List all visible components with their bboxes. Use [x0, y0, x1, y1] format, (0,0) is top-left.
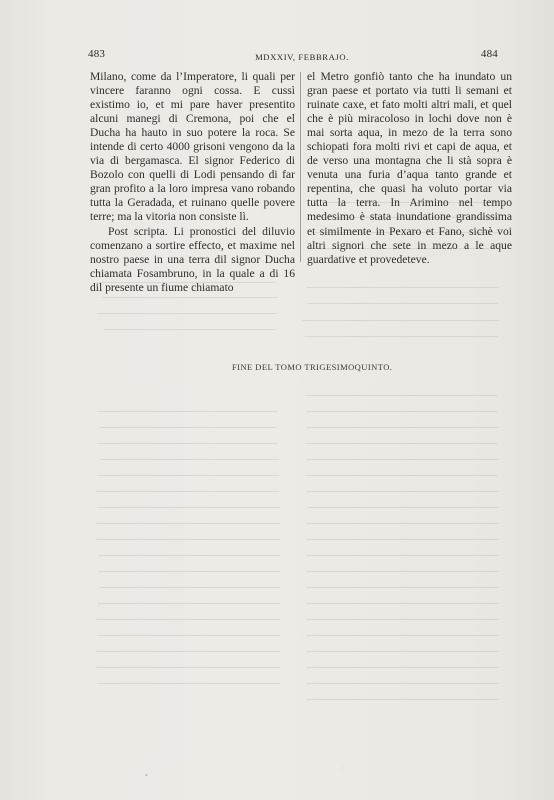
running-header: [88, 48, 498, 66]
right-text-column: [307, 70, 512, 267]
right-paragraph: el Metro gonfiò tanto che ha inundato un gran paese et portato via tutti li semani et ruinate caxe, et fato molti altri mali, et quel che è più miracoloso in lochi dove non è mai sorta aqua, in mezo de la terra sono schiopati fora molti rivi et capi de aqua, et de verso una montagna che li stà sopra è venuta una furia d’aqua tanto grande et repentina, che quasi ha voluto portar via tutta la terra. In Arimino nel tempo medesimo è stata inundatione grandissima et similmente in Pexaro et Fano, sichè voi altri signori che sete in mezo a le aque guardative et provedeteve.: [307, 70, 512, 266]
header-title: MDXXIV, FEBBRAJO.: [255, 52, 349, 62]
right-page-number: 484: [480, 48, 498, 60]
left-paragraph-2: Post scripta. Li pronostici del diluvio comenzano a sortire effecto, et maxime nel nostro paese in una terra dil signor Ducha chiamata Fosambruno, in la quale a di 16 dil presente un fiume chiamato: [90, 224, 295, 294]
page-speck: ·: [98, 601, 101, 610]
left-text-column: [90, 70, 295, 295]
page-speck: ·: [341, 764, 344, 773]
left-page-number: 483: [88, 48, 106, 60]
left-paragraph-1: Milano, come da l’Imperatore, li quali per vincere faranno ogni cossa. E cussì existimo io, et mi pare haver presentito alcuni manegi di Cremona, poi che el Ducha ha hauto in suo potere la roca. Se intende di certo 4000 grisoni vengono da la via di bergamasca. El signor Federico di Bozolo con quelli di Lodi pensando di far gran profito a la loro impresa vano robando tutta la Geradada, et ruinano quelle povere terre; ma la vitoria non consiste lì.: [90, 70, 295, 224]
column-divider: [300, 72, 301, 262]
page-speck: •: [145, 771, 148, 780]
end-of-volume-line: FINE DEL TOMO TRIGESIMOQUINTO.: [232, 362, 393, 372]
